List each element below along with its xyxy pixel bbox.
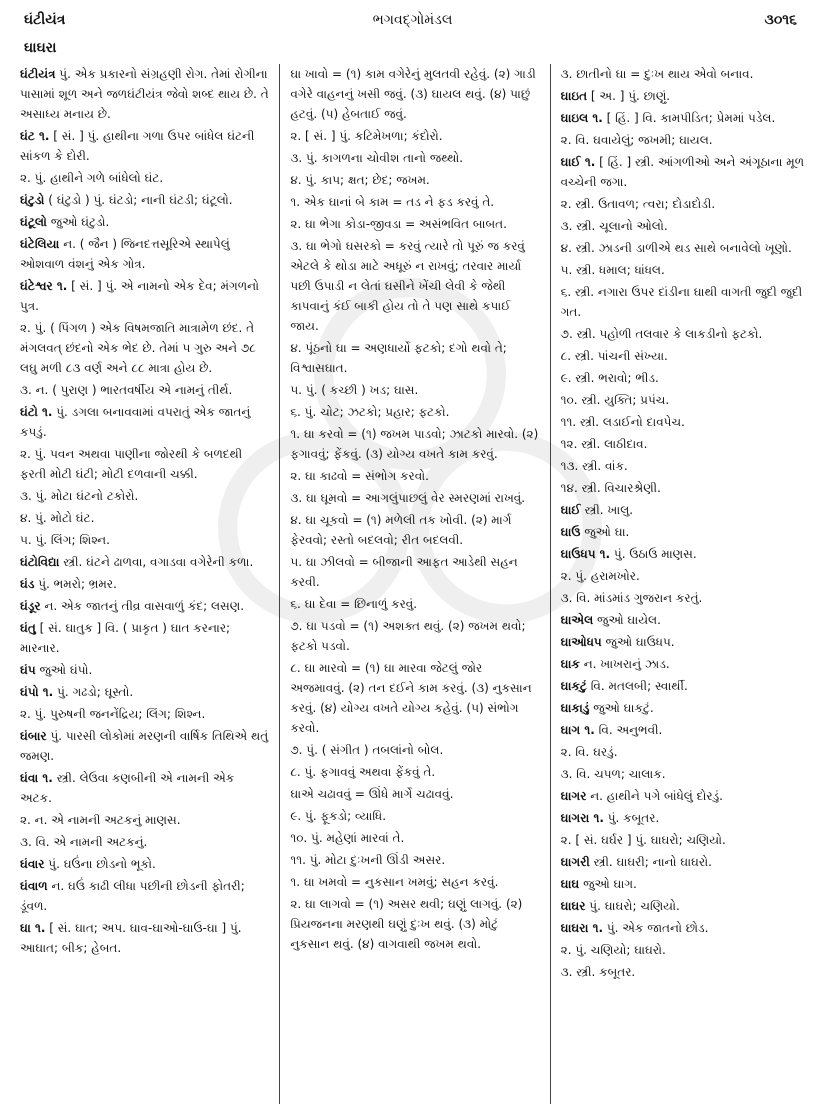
dictionary-entry bbox=[561, 64, 810, 84]
dictionary-entry bbox=[561, 742, 810, 762]
entry-headword: ઘાગ ૧. bbox=[560, 723, 595, 737]
entry-headword: ઘંટો ૧. bbox=[20, 405, 53, 419]
entry-definition: ૫. ઘા ઝીલવો = બીજાની આફત આડેથી સહન કરવી. bbox=[290, 555, 518, 589]
dictionary-entry bbox=[20, 380, 269, 400]
entry-headword: ઘંટેશ્વર ૧. bbox=[20, 279, 68, 293]
dictionary-entry bbox=[20, 726, 269, 766]
dictionary-entry bbox=[561, 216, 810, 236]
entry-headword: ઘંટેલિયા bbox=[20, 237, 60, 251]
entry-definition: પું. ભમરો; ભ્રમર. bbox=[34, 577, 117, 591]
entry-headword: ઘંટૂલો bbox=[20, 215, 47, 229]
dictionary-entry bbox=[290, 616, 539, 656]
dictionary-entry bbox=[561, 456, 810, 476]
dictionary-entry bbox=[290, 806, 539, 826]
entry-definition: [ સં. ઘાત; અપ. ઘાવ-ઘાઓ-ઘાઉ-ઘા ] પું. આઘાત; બીક; હેબત. bbox=[20, 921, 242, 955]
entry-headword: ઘંપ bbox=[20, 663, 36, 677]
entry-definition: જુઓ ઘંપો. bbox=[35, 663, 93, 677]
entry-headword: ઘાકટું bbox=[560, 679, 587, 693]
dictionary-entry bbox=[561, 368, 810, 388]
dictionary-entry bbox=[290, 64, 539, 124]
dictionary-entry bbox=[20, 810, 269, 830]
entry-definition: ૫. પું. ( કચ્છી ) ખડ; ઘાસ. bbox=[290, 383, 419, 397]
dictionary-entry bbox=[20, 486, 269, 506]
entry-definition: ( ઘંટુડો ) પું. ઘંટડો; નાની ઘંટડી; ઘંટૂલો. bbox=[44, 193, 233, 207]
dictionary-entry bbox=[290, 466, 539, 486]
dictionary-entry bbox=[20, 318, 269, 378]
dictionary-entry bbox=[561, 194, 810, 214]
entry-definition: ૬. ઘા દેવા = છિનાળું કરવું. bbox=[290, 597, 418, 611]
dictionary-entry bbox=[20, 876, 269, 916]
dictionary-entry bbox=[20, 168, 269, 188]
column-2 bbox=[279, 64, 539, 1104]
dictionary-columns bbox=[20, 64, 810, 1104]
entry-definition: પું. ડગલા બનાવવામાં વપરાતું એક જાતનું કપડું. bbox=[20, 405, 251, 439]
dictionary-entry bbox=[561, 390, 810, 410]
dictionary-entry bbox=[561, 940, 810, 960]
dictionary-entry bbox=[290, 170, 539, 190]
entry-definition: ન. એક જાતનું તીવ્ર વાસવાળું કંદ; લસણ. bbox=[40, 599, 245, 613]
entry-definition: ૩. વિ. ચપળ; ચાલાક. bbox=[560, 767, 666, 781]
dictionary-entry bbox=[561, 852, 810, 872]
dictionary-entry bbox=[561, 874, 810, 894]
dictionary-entry bbox=[561, 108, 810, 128]
dictionary-entry bbox=[561, 918, 810, 938]
entry-definition: [ હિં. ] સ્ત્રી. આંગળીઓ અને અંગૂઠાના મૂળ વચ્ચેની જગા. bbox=[560, 155, 805, 189]
dictionary-entry bbox=[290, 850, 539, 870]
dictionary-entry bbox=[561, 478, 810, 498]
dictionary-entry bbox=[561, 786, 810, 806]
header-left-guide-word: ઘંટીયંત્ર bbox=[24, 12, 66, 28]
entry-definition: ઘા ખાવો = (૧) કામ વગેરેનું મુલતવી રહેવું. (૨) ગાડી વગેરે વાહનનું ખસી જવું. (૩) ઘાયલ થવું. (૪) પાછું હટવું. (૫) હેબતાઈ જવું. bbox=[290, 67, 536, 121]
dictionary-entry bbox=[20, 618, 269, 658]
page-number: ૩૦૧૬ bbox=[764, 12, 797, 28]
dictionary-entry bbox=[290, 784, 539, 804]
entry-definition: ૭. પું. ( સંગીત ) તબલાંનો બોલ. bbox=[290, 743, 444, 757]
entry-definition: ૧૩. સ્ત્રી. વાંક. bbox=[560, 459, 628, 473]
dictionary-entry bbox=[20, 508, 269, 528]
entry-headword: ઘાએલ bbox=[560, 613, 594, 627]
dictionary-entry bbox=[290, 126, 539, 146]
dictionary-entry bbox=[290, 594, 539, 614]
entry-definition: ૨. વિ. ઘરડું. bbox=[560, 745, 618, 759]
entry-definition: ૫. પું. લિંગ; શિશ્ન. bbox=[20, 533, 110, 547]
dictionary-entry bbox=[290, 402, 539, 422]
entry-definition: જુઓ ઘાગ. bbox=[579, 877, 637, 891]
dictionary-entry bbox=[290, 192, 539, 212]
dictionary-entry bbox=[561, 830, 810, 850]
entry-definition: ૧૧. સ્ત્રી. લડાઈનો દાવપેચ. bbox=[560, 415, 685, 429]
dictionary-entry bbox=[561, 500, 810, 520]
entry-definition: ૩. ઘા ભેગો ઘસરકો = કરવું ત્યારે તો પૂરું જ કરવું એટલે કે થોડા માટે અધૂરું ન રાખવું; તરવાર માર્યા પછી ઉપાડી ન લેતાં ઘસીને ખેંચી લેવી કે જેથી કાપવાનું કંઈ બાકી હોય તો તે પણ સાથે કપાઈ જાય. bbox=[290, 239, 525, 333]
dictionary-entry bbox=[290, 872, 539, 892]
dictionary-entry bbox=[561, 152, 810, 192]
entry-definition: ૨. પું. હરામખોર. bbox=[560, 569, 640, 583]
entry-definition: ૨. [ સં. ] પું. કટિમેખળા; કંદોરો. bbox=[290, 129, 443, 143]
entry-definition: [ સં. ઘાતુક ] વિ. ( પ્રાકૃત ) ઘાત કરનાર; મારનાર. bbox=[20, 621, 231, 655]
entry-definition: ૪. પૂંઠનો ઘા = અણધાર્યો ફટકો; દગો થવો તે; વિશ્વાસઘાત. bbox=[290, 341, 507, 375]
entry-headword: ઘંટુડો bbox=[20, 193, 45, 207]
dictionary-entry bbox=[561, 610, 810, 630]
entry-headword: ઘંડૂર bbox=[20, 599, 41, 613]
entry-definition: [ સં. ] પું. એ નામનો એક દેવ; મંગળનો પુત્ર. bbox=[20, 279, 260, 313]
dictionary-entry bbox=[561, 346, 810, 366]
dictionary-entry bbox=[561, 522, 810, 542]
entry-definition: ૨. પું. ( પિંગળ ) એક વિષમજાતિ માત્રામેળ છંદ. તે મંગલવત્ છંદનો એક ભેદ છે. તેમાં ૫ ગુરુ અને ૭૮ લઘુ મળી ૮૩ વર્ણ અને ૮૮ માત્રા હોય છે. bbox=[20, 321, 256, 375]
dictionary-entry bbox=[561, 130, 810, 150]
dictionary-entry bbox=[561, 588, 810, 608]
entry-headword: ઘાઘર bbox=[560, 899, 586, 913]
entry-definition: ૨. ઘા લાગવો = (૧) અસર થવી; ઘણું લાગવું. (૨) પ્રિયજનના મરણથી ઘણું દુઃખ થવું. (૩) મોટું નુકસાન થવું. (૪) વાગવાથી જખમ થવો. bbox=[290, 897, 523, 951]
entry-definition: ૨. ઘા કાઢવો = સંભોગ કરવો. bbox=[290, 469, 429, 483]
dictionary-entry bbox=[290, 488, 539, 508]
dictionary-entry bbox=[290, 214, 539, 234]
entry-headword: ઘાગરા ૧. bbox=[560, 811, 604, 825]
dictionary-entry bbox=[20, 854, 269, 874]
dictionary-entry bbox=[290, 762, 539, 782]
dictionary-entry bbox=[20, 530, 269, 550]
entry-definition: ૮. પું. ફગાવવું અથવા ફેંકવું તે. bbox=[290, 765, 436, 779]
dictionary-entry bbox=[290, 236, 539, 336]
entry-definition: પું. ઘઉંના છોડનો ભૂકો. bbox=[44, 857, 156, 871]
entry-definition: વિ. મતલબી; સ્વાર્થી. bbox=[586, 679, 688, 693]
dictionary-entry bbox=[290, 380, 539, 400]
dictionary-entry bbox=[20, 276, 269, 316]
entry-headword: ઘંટીયંત્ર bbox=[20, 67, 56, 81]
dictionary-entry bbox=[561, 434, 810, 454]
entry-definition: ૪. પું. મોટો ઘંટ. bbox=[20, 511, 95, 525]
column-1 bbox=[20, 64, 269, 1104]
entry-definition: ૧૧. પું. મોટા દુઃખની ઊંડી અસર. bbox=[290, 853, 446, 867]
entry-definition: ૮. ઘા મારવો = (૧) ઘા મારવા જેટલું જોર અજમાવવું. (૨) તન દઈને કામ કરવું. (૩) નુકસાન કરવું. (૪) યોગ્ય વખતે યોગ્ય કહેવું. (૫) સંભોગ કરવો. bbox=[290, 661, 532, 735]
entry-definition: ૫. સ્ત્રી. ધમાલ; ધાંધલ. bbox=[560, 263, 665, 277]
entry-definition: ૧૦. સ્ત્રી. યુક્તિ; પ્રપંચ. bbox=[560, 393, 670, 407]
entry-definition: જુઓ ઘંટુડો. bbox=[46, 215, 110, 229]
entry-headword: ઘંવાર bbox=[20, 857, 45, 871]
entry-definition: ૨. પું. પુરુષની જનનેંદ્રિય; લિંગ; શિશ્ન. bbox=[20, 707, 206, 721]
entry-definition: ૩. સ્ત્રી. ચૂલાનો ઓલો. bbox=[560, 219, 668, 233]
dictionary-entry bbox=[20, 444, 269, 484]
entry-definition: ૩. વિ. માંડમાંડ ગુજરાન કરતું. bbox=[560, 591, 703, 605]
entry-definition: જુઓ ઘાઉધપ. bbox=[601, 635, 675, 649]
dictionary-entry bbox=[20, 64, 269, 124]
entry-definition: ૪. ઘા ચૂકવો = (૧) મળેલી તક ખોવી. (૨) માર્ગ ફેરવવો; રસ્તો બદલવો; રીત બદલવી. bbox=[290, 513, 512, 547]
dictionary-entry bbox=[290, 740, 539, 760]
entry-headword: ઘાઉધપ ૧. bbox=[560, 547, 611, 561]
entry-headword: ઘાઉ bbox=[560, 525, 581, 539]
dictionary-entry bbox=[561, 544, 810, 564]
entry-definition: ૬. પું. ચોટ; ઝટકો; પ્રહાર; ફટકો. bbox=[290, 405, 450, 419]
entry-headword: ઘાકાડું bbox=[560, 701, 590, 715]
entry-definition: ૧૦. પું. મહેણાં મારવાં તે. bbox=[290, 831, 405, 845]
entry-definition: ૨. ઘા ભેગા કોડા-જીવડા = અસંભવિત બાબત. bbox=[290, 217, 507, 231]
entry-headword: ઘા ૧. bbox=[20, 921, 46, 935]
entry-definition: ન. ખાખરાનું ઝાડ. bbox=[579, 657, 670, 671]
entry-headword: ઘંટોવિદ્યા bbox=[20, 555, 60, 569]
dictionary-entry bbox=[561, 764, 810, 784]
entry-definition: ૨. ન. એ નામની અટકનું માણસ. bbox=[20, 813, 181, 827]
entry-definition: ૨. [ સં. ઘર્ઘર ] પું. ઘાઘરો; ચણિયો. bbox=[560, 833, 726, 847]
entry-definition: ન. ( જૈન ) જિનદત્તસૂરિએ સ્થાપેલું ઓશવાળ વંશનું એક ગોત્ર. bbox=[20, 237, 230, 271]
entry-definition: ૩. સ્ત્રી. કબૂતર. bbox=[560, 965, 636, 979]
dictionary-entry bbox=[290, 510, 539, 550]
entry-definition: ૨. પું. પવન અથવા પાણીના જોરથી કે બળદથી ફરતી મોટી ઘંટી; મોટી દળવાની ચક્કી. bbox=[20, 447, 243, 481]
dictionary-entry bbox=[20, 596, 269, 616]
dictionary-entry bbox=[20, 402, 269, 442]
dictionary-entry bbox=[290, 828, 539, 848]
entry-headword: ઘાઓધપ bbox=[560, 635, 602, 649]
entry-definition: ૨. પું. ચણિયો; ઘાઘરો. bbox=[560, 943, 666, 957]
entry-definition: ૪. પું. કાપ; ક્ષત; છેદ; જખમ. bbox=[290, 173, 430, 187]
entry-definition: ૨. પું. હાથીને ગળે બાંધેલો ઘંટ. bbox=[20, 171, 164, 185]
entry-definition: ૭. ઘા પડવો = (૧) અશક્ત થવું. (૨) જખમ થવો; ફટકો પડવો. bbox=[290, 619, 526, 653]
entry-headword: ઘંપો ૧. bbox=[20, 685, 54, 699]
dictionary-entry bbox=[20, 552, 269, 572]
entry-definition: ૩. વિ. એ નામની અટકનું. bbox=[20, 835, 148, 849]
dictionary-entry bbox=[561, 238, 810, 258]
dictionary-entry bbox=[290, 338, 539, 378]
entry-definition: પું. ઉઠાઉ માણસ. bbox=[610, 547, 697, 561]
entry-definition: ઘાએ ચઢાવવું = ઊંધે માર્ગે ચઢાવવું. bbox=[290, 787, 454, 801]
entry-definition: ૩. પું. કાગળના ચોવીશ તાનો જથ્થો. bbox=[290, 151, 464, 165]
entry-definition: ૨. સ્ત્રી. ઉતાવળ; ત્વરા; દોડાદોડી. bbox=[560, 197, 716, 211]
dictionary-entry bbox=[20, 212, 269, 232]
entry-headword: ઘાક bbox=[560, 657, 580, 671]
header-second-guide-word: ઘાઘરા bbox=[24, 40, 57, 56]
dictionary-entry bbox=[561, 962, 810, 982]
entry-headword: ઘાગર bbox=[560, 789, 587, 803]
entry-headword: ઘંબાર bbox=[20, 729, 47, 743]
entry-headword: ઘાઘ bbox=[560, 877, 580, 891]
entry-definition: સ્ત્રી. ખાલુ. bbox=[580, 503, 634, 517]
dictionary-entry bbox=[561, 282, 810, 322]
entry-definition: ૧. ઘા ખમવો = નુકસાન ખમવું; સહન કરવું. bbox=[290, 875, 499, 889]
entry-headword: ઘાઈ ૧. bbox=[560, 155, 596, 169]
entry-definition: [ હિં. ] વિ. કામપીડિત; પ્રેમમાં પડેલ. bbox=[602, 111, 776, 125]
entry-headword: ઘંવા ૧. bbox=[20, 771, 53, 785]
entry-definition: ૩. છાતીનો ઘા = દુઃખ થાય એવો બનાવ. bbox=[560, 67, 754, 81]
dictionary-entry bbox=[561, 896, 810, 916]
dictionary-entry bbox=[561, 720, 810, 740]
entry-headword: ઘાઇત bbox=[560, 89, 588, 103]
entry-definition: જુઓ ઘાયેલ. bbox=[593, 613, 661, 627]
dictionary-entry bbox=[561, 260, 810, 280]
entry-definition: ૮. સ્ત્રી. પાંચની સંખ્યા. bbox=[560, 349, 668, 363]
dictionary-entry bbox=[561, 654, 810, 674]
dictionary-entry bbox=[20, 768, 269, 808]
entry-definition: ૯. પું. ફૂકડો; વ્યાધિ. bbox=[290, 809, 387, 823]
dictionary-entry bbox=[20, 126, 269, 166]
entry-definition: ૧૨. સ્ત્રી. લાઠીદાવ. bbox=[560, 437, 648, 451]
dictionary-entry bbox=[290, 424, 539, 464]
entry-definition: ન. ઘઉં કાઢી લીધા પછીની છોડની ફોતરી; ડૂંવળ. bbox=[20, 879, 245, 913]
entry-definition: જુઓ ઘા. bbox=[580, 525, 630, 539]
dictionary-entry bbox=[561, 566, 810, 586]
dictionary-entry bbox=[561, 324, 810, 344]
dictionary-entry bbox=[561, 412, 810, 432]
entry-definition: પું. ઘાઘરો; ચણિયો. bbox=[585, 899, 680, 913]
dictionary-entry bbox=[20, 918, 269, 958]
entry-definition: ૭. સ્ત્રી. પહોળી તલવાર કે લાકડીનો ફટકો. bbox=[560, 327, 763, 341]
entry-definition: ૨. વિ. ઘવાયેલું; જખમી; ઘાયલ. bbox=[560, 133, 713, 147]
entry-definition: સ્ત્રી. ઘાઘરી; નાનો ઘાઘરો. bbox=[589, 855, 712, 869]
entry-headword: ઘાઈ bbox=[560, 503, 581, 517]
dictionary-entry bbox=[561, 808, 810, 828]
entry-headword: ઘાઇલ ૧. bbox=[560, 111, 603, 125]
dictionary-entry bbox=[20, 190, 269, 210]
dictionary-entry bbox=[20, 234, 269, 274]
entry-definition: વિ. અનુભવી. bbox=[594, 723, 663, 737]
entry-definition: ન. હાથીને પગે બાંધેલું દોરડું. bbox=[586, 789, 723, 803]
dictionary-entry bbox=[561, 86, 810, 106]
dictionary-entry bbox=[20, 660, 269, 680]
entry-headword: ઘાગરી bbox=[560, 855, 590, 869]
column-3 bbox=[550, 64, 810, 1104]
entry-definition: ૩. ન. ( પુરાણ ) ભારતવર્ષીય એ નામનું તીર્થ. bbox=[20, 383, 233, 397]
dictionary-entry bbox=[290, 552, 539, 592]
entry-definition: પું. એક પ્રકારનો સંગ્રહણી રોગ. તેમાં રોગીના પાસામાં શૂળ અને જળઘંટીયંત્ર જેવો શબ્દ થાય છે. તે અસાધ્ય મનાય છે. bbox=[20, 67, 269, 121]
entry-definition: ૪. સ્ત્રી. ઝાડની ડાળીએ થડ સાથે બનાવેલો ખૂણો. bbox=[560, 241, 792, 255]
dictionary-entry bbox=[561, 632, 810, 652]
entry-definition: ૩. પું. મોટા ઘંટનો ટકોરો. bbox=[20, 489, 139, 503]
header-title: ભગવદ્ગોમંડલ bbox=[372, 12, 453, 28]
entry-definition: ૩. ઘા ઘૂમવો = આગલુંપાછલું વેર સ્મરણમાં રાખવું. bbox=[290, 491, 526, 505]
entry-definition: જુઓ ઘાકટું. bbox=[589, 701, 654, 715]
dictionary-entry bbox=[561, 676, 810, 696]
dictionary-entry bbox=[561, 698, 810, 718]
entry-definition: સ્ત્રી. ઘંટને ઢાળવા, વગાડવા વગેરેની કળા. bbox=[59, 555, 254, 569]
entry-definition: પું. ગઢડો; ઘૂસ્તો. bbox=[53, 685, 134, 699]
entry-definition: [ સં. ] પું. હાથીના ગળા ઉપર બાંધેલ ઘંટની સાંકળ કે દોરી. bbox=[20, 129, 255, 163]
entry-definition: સ્ત્રી. લેઉવા કણબીની એ નામની એક અટક. bbox=[20, 771, 235, 805]
entry-definition: ૧૪. સ્ત્રી. વિચારશ્રેણી. bbox=[560, 481, 661, 495]
dictionary-entry bbox=[20, 832, 269, 852]
entry-headword: ઘંવાળ bbox=[20, 879, 48, 893]
entry-headword: ઘંડ bbox=[20, 577, 35, 591]
entry-definition: ૬. સ્ત્રી. નગારા ઉપર દાંડીના ઘાથી વાગતી જુદી જુદી ગત. bbox=[560, 285, 803, 319]
entry-headword: ઘંતુ bbox=[20, 621, 36, 635]
entry-definition: [ અ. ] પું. છાણું. bbox=[587, 89, 671, 103]
entry-headword: ઘંટ ૧. bbox=[20, 129, 50, 143]
dictionary-entry bbox=[290, 148, 539, 168]
page-header bbox=[0, 0, 825, 44]
dictionary-entry bbox=[290, 658, 539, 738]
entry-definition: ૧. એક ઘાનાં બે કામ = તડ ને ફડ કરવું તે. bbox=[290, 195, 495, 209]
dictionary-entry bbox=[20, 704, 269, 724]
dictionary-entry bbox=[20, 574, 269, 594]
entry-definition: ૯. સ્ત્રી. ભરાવો; ભીડ. bbox=[560, 371, 659, 385]
entry-definition: ૧. ઘા કરવો = (૧) જખમ પાડવો; ઝાટકો મારવો. (૨) ફગાવવું; ફેંકવું. (૩) યોગ્ય વખતે કામ કરવું. bbox=[290, 427, 539, 461]
dictionary-entry bbox=[290, 894, 539, 954]
entry-headword: ઘાઘરા ૧. bbox=[560, 921, 604, 935]
entry-definition: પું. એક જાતનો છોડ. bbox=[603, 921, 709, 935]
entry-definition: પું. પારસી લોકોમાં મરણની વાર્ષિક તિથિએ થતું જમણ. bbox=[20, 729, 269, 763]
dictionary-entry bbox=[20, 682, 269, 702]
entry-definition: પું. કબૂતર. bbox=[603, 811, 660, 825]
